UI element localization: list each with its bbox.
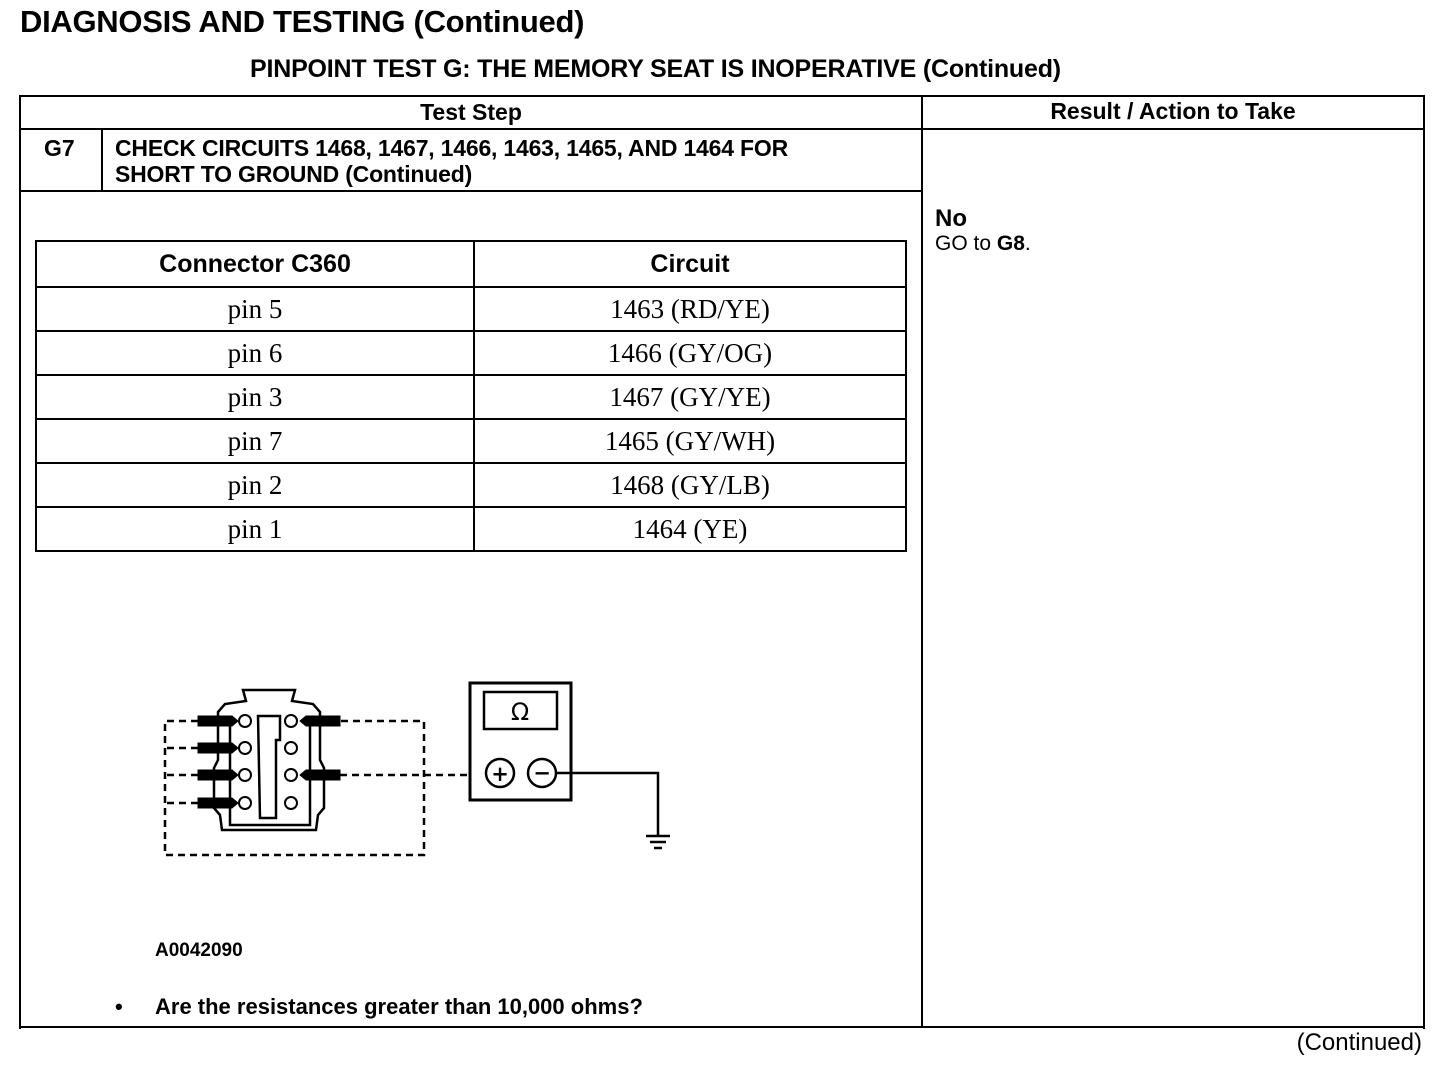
ground-icon — [646, 836, 670, 848]
step-id: G7 — [44, 135, 75, 161]
result-action-suffix: . — [1024, 232, 1031, 255]
ohm-symbol: Ω — [510, 698, 530, 726]
step-title-line2: SHORT TO GROUND (Continued) — [115, 161, 473, 187]
result-no-label: No — [935, 205, 967, 232]
test-question: Are the resistances greater than 10,000 ohms? — [155, 994, 643, 1019]
result-action-prefix: GO to — [935, 232, 997, 255]
pin-cell: pin 7 — [36, 419, 474, 463]
connector-c360-icon — [214, 690, 324, 830]
circuit-cell: 1466 (GY/OG) — [474, 331, 906, 375]
pin-cell: pin 5 — [36, 287, 474, 331]
pinpoint-test-title: PINPOINT TEST G: THE MEMORY SEAT IS INOPERATIVE (Continued) — [250, 55, 1061, 83]
pin-cell: pin 3 — [36, 375, 474, 419]
circuit-cell: 1464 (YE) — [474, 507, 906, 551]
header-result-action: Result / Action to Take — [1050, 98, 1296, 124]
circuit-cell: 1463 (RD/YE) — [474, 287, 906, 331]
header-test-step: Test Step — [420, 99, 522, 125]
result-action-target: G8 — [996, 232, 1025, 255]
pin-cell: pin 2 — [36, 463, 474, 507]
figure-id: A0042090 — [155, 940, 243, 961]
plus-terminal-label: + — [491, 762, 509, 786]
connector-table-header-connector: Connector C360 — [36, 241, 474, 287]
circuit-cell: 1468 (GY/LB) — [474, 463, 906, 507]
minus-terminal-label: − — [533, 761, 551, 785]
footer-continued: (Continued) — [1296, 1029, 1422, 1056]
circuit-cell: 1465 (GY/WH) — [474, 419, 906, 463]
test-probes — [198, 716, 340, 808]
jumper-wires — [165, 721, 470, 855]
circuit-cell: 1467 (GY/YE) — [474, 375, 906, 419]
pin-cell: pin 1 — [36, 507, 474, 551]
step-title-line1: CHECK CIRCUITS 1468, 1467, 1466, 1463, 1465, AND 1464 FOR — [115, 135, 788, 161]
connector-pins — [239, 715, 297, 809]
page-title: DIAGNOSIS AND TESTING (Continued) — [20, 4, 585, 39]
bullet-icon: • — [115, 994, 123, 1019]
pin-cell: pin 6 — [36, 331, 474, 375]
connector-table-header-circuit: Circuit — [474, 241, 906, 287]
